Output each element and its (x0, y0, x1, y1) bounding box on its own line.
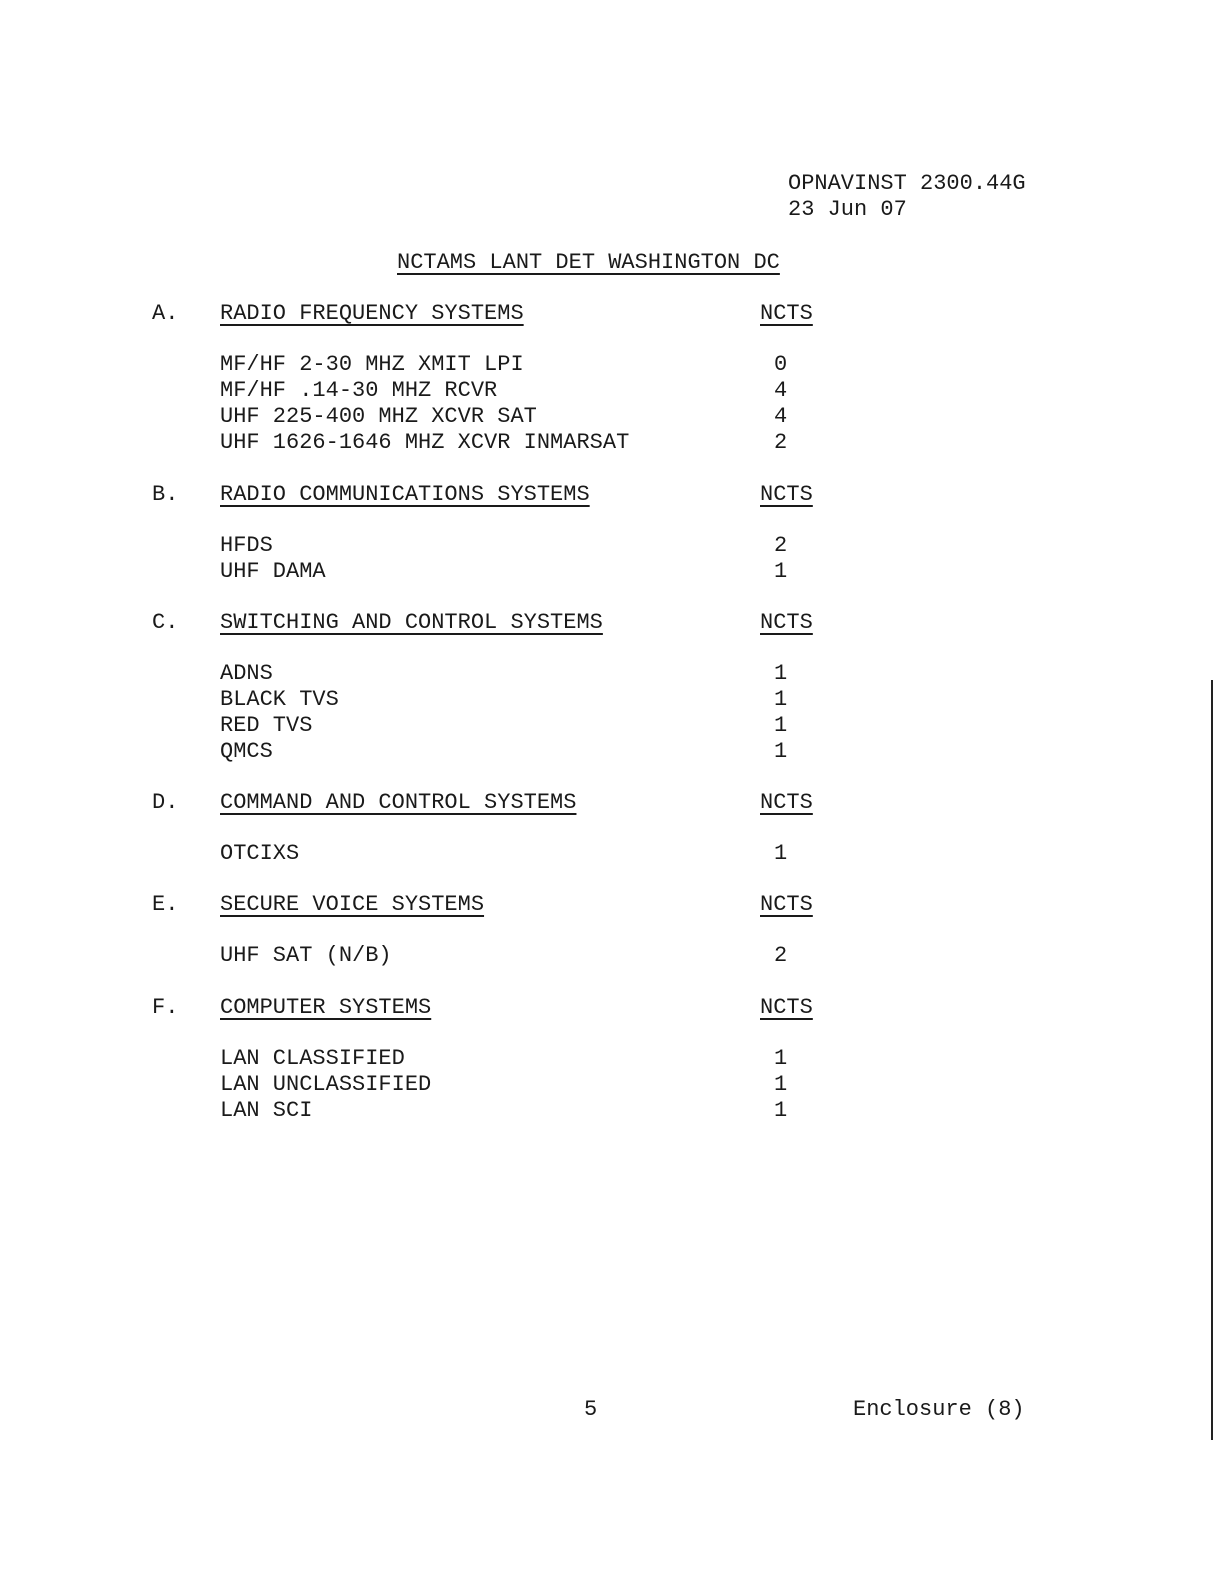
item-count: 2 (774, 943, 788, 968)
section-heading: RADIO FREQUENCY SYSTEMS (220, 301, 524, 326)
item-name: QMCS (220, 739, 273, 764)
item-count: 1 (774, 687, 788, 712)
column-header: NCTS (760, 995, 813, 1020)
item-name: OTCIXS (220, 841, 300, 866)
section-heading: COMMAND AND CONTROL SYSTEMS (220, 790, 577, 815)
item-name: BLACK TVS (220, 687, 339, 712)
item-count: 2 (774, 533, 788, 558)
item-count: 4 (774, 404, 788, 429)
item-name: HFDS (220, 533, 273, 558)
section-letter: D. (152, 790, 179, 815)
document-date: 23 Jun 07 (788, 197, 907, 222)
item-count: 2 (774, 430, 788, 455)
column-header: NCTS (760, 790, 813, 815)
scan-edge-line (1211, 680, 1213, 1440)
item-count: 1 (774, 841, 788, 866)
enclosure-label: Enclosure (8) (853, 1397, 1025, 1422)
item-count: 1 (774, 559, 788, 584)
column-header: NCTS (760, 610, 813, 635)
section-heading: RADIO COMMUNICATIONS SYSTEMS (220, 482, 590, 507)
section-heading: SECURE VOICE SYSTEMS (220, 892, 485, 917)
section-letter: E. (152, 892, 179, 917)
item-name: UHF DAMA (220, 559, 326, 584)
page-number: 5 (584, 1397, 598, 1422)
item-count: 1 (774, 661, 788, 686)
item-name: MF/HF .14-30 MHZ RCVR (220, 378, 498, 403)
item-count: 4 (774, 378, 788, 403)
item-name: ADNS (220, 661, 273, 686)
item-count: 1 (774, 1098, 788, 1123)
item-name: RED TVS (220, 713, 313, 738)
section-letter: B. (152, 482, 179, 507)
column-header: NCTS (760, 482, 813, 507)
section-letter: A. (152, 301, 179, 326)
item-name: LAN SCI (220, 1098, 313, 1123)
column-header: NCTS (760, 892, 813, 917)
section-letter: C. (152, 610, 179, 635)
item-name: MF/HF 2-30 MHZ XMIT LPI (220, 352, 524, 377)
section-heading: COMPUTER SYSTEMS (220, 995, 432, 1020)
column-header: NCTS (760, 301, 813, 326)
item-count: 1 (774, 1046, 788, 1071)
item-count: 1 (774, 1072, 788, 1097)
item-name: UHF SAT (N/B) (220, 943, 392, 968)
section-heading: SWITCHING AND CONTROL SYSTEMS (220, 610, 603, 635)
item-name: UHF 1626-1646 MHZ XCVR INMARSAT (220, 430, 630, 455)
item-count: 1 (774, 739, 788, 764)
section-letter: F. (152, 995, 179, 1020)
item-name: UHF 225-400 MHZ XCVR SAT (220, 404, 537, 429)
page-title: NCTAMS LANT DET WASHINGTON DC (397, 250, 780, 275)
item-count: 0 (774, 352, 788, 377)
item-name: LAN UNCLASSIFIED (220, 1072, 432, 1097)
item-count: 1 (774, 713, 788, 738)
item-name: LAN CLASSIFIED (220, 1046, 405, 1071)
document-id: OPNAVINST 2300.44G (788, 171, 1026, 196)
